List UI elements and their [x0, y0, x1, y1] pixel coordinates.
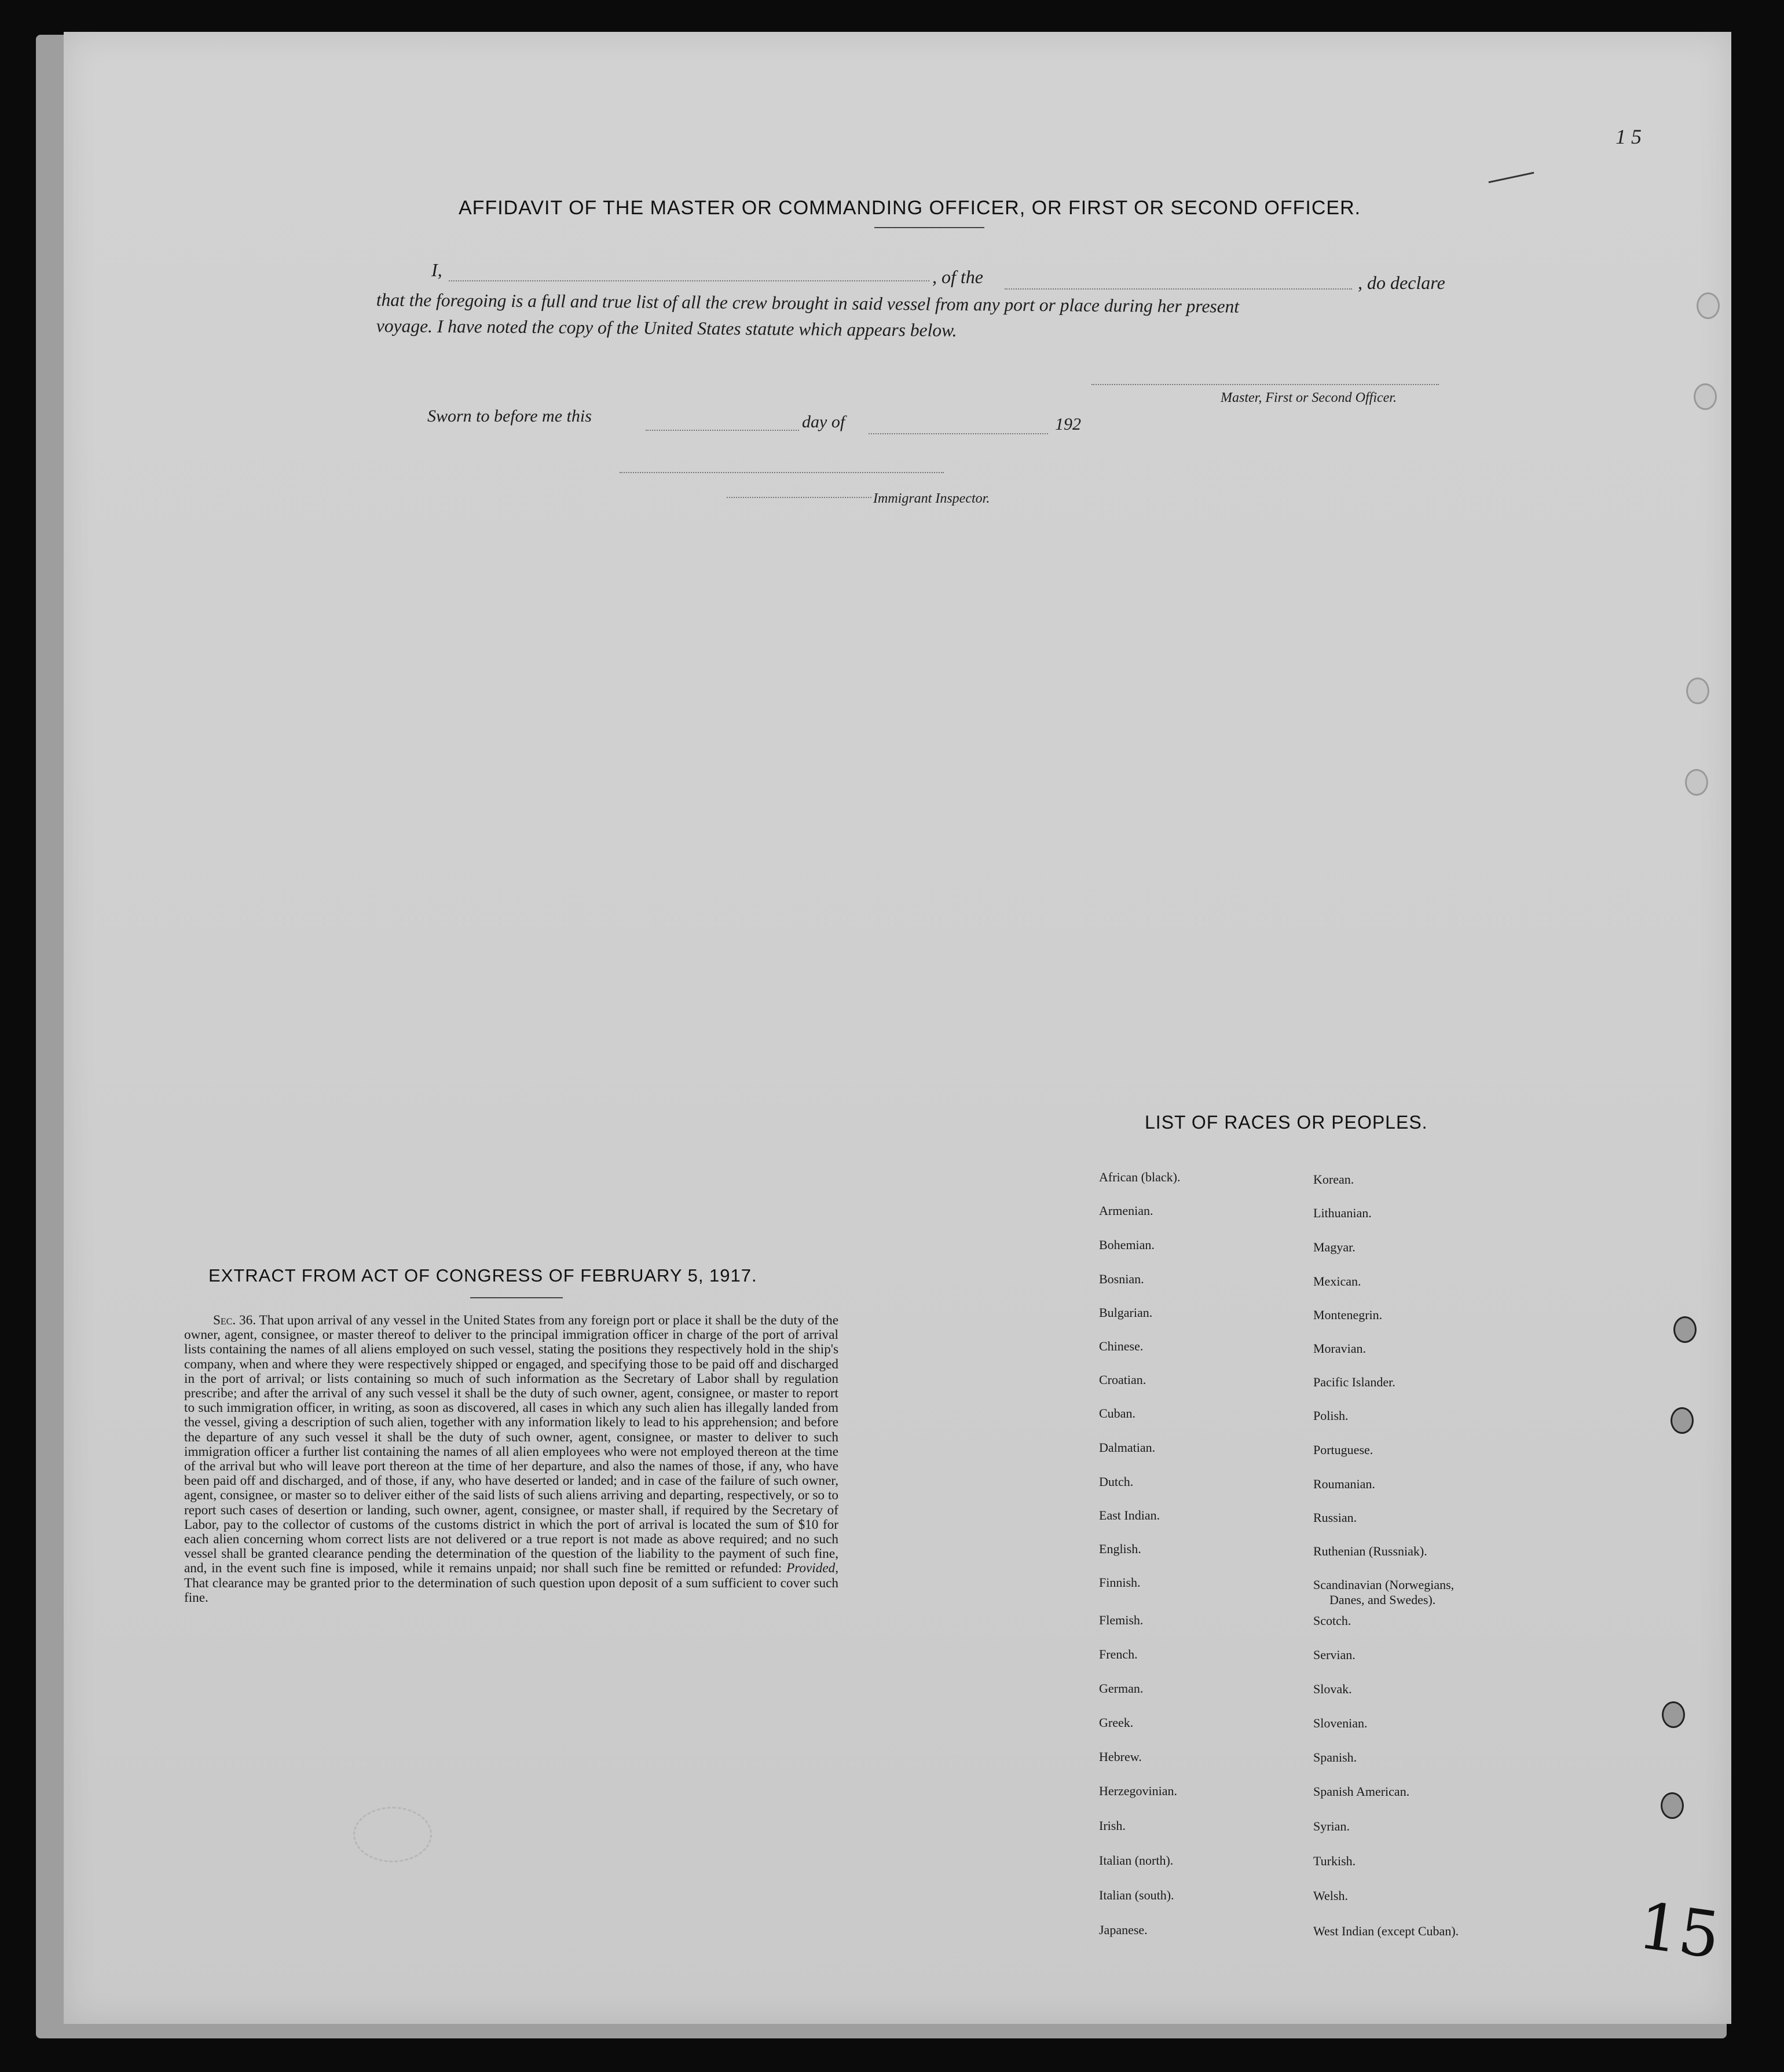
- day-of-label: day of: [802, 412, 845, 431]
- race-item: Turkish.: [1313, 1854, 1356, 1868]
- race-item: Magyar.: [1313, 1240, 1356, 1254]
- race-item: Finnish.: [1099, 1575, 1141, 1590]
- affidavit-title-rule: [874, 227, 984, 228]
- race-item: Syrian.: [1313, 1819, 1350, 1833]
- binder-hole: [1694, 383, 1717, 410]
- inspector-label: Immigrant Inspector.: [873, 491, 990, 506]
- extract-title: EXTRACT FROM ACT OF CONGRESS OF FEBRUARY 5, 1917.: [208, 1265, 757, 1286]
- affidavit-do-declare: , do declare: [1358, 272, 1445, 293]
- race-item: Irish.: [1099, 1818, 1126, 1833]
- race-item: Spanish.: [1313, 1750, 1357, 1765]
- master-signature-line[interactable]: [1091, 384, 1439, 385]
- sworn-month-line[interactable]: [869, 433, 1048, 434]
- race-item: Russian.: [1313, 1510, 1357, 1525]
- affidavit-i-label: I,: [431, 259, 442, 280]
- race-item: Bosnian.: [1099, 1272, 1144, 1286]
- affidavit-line-2: voyage. I have noted the copy of the United States statute which appears below.: [376, 316, 957, 341]
- binder-hole: [1661, 1792, 1684, 1819]
- race-item: Herzegovinian.: [1099, 1784, 1177, 1798]
- race-item: Cuban.: [1099, 1406, 1135, 1421]
- race-item: Slovak.: [1313, 1682, 1352, 1696]
- binder-hole: [1673, 1316, 1697, 1343]
- vessel-name-line[interactable]: [1005, 288, 1352, 290]
- race-item: Flemish.: [1099, 1613, 1144, 1627]
- race-item: Montenegrin.: [1313, 1308, 1383, 1322]
- race-item: Slovenian.: [1313, 1716, 1368, 1730]
- race-item: English.: [1099, 1542, 1141, 1556]
- extract-body: [184, 1313, 838, 1605]
- handwritten-page-mark: 1 5: [1616, 125, 1642, 148]
- race-item: Pacific Islander.: [1313, 1375, 1395, 1389]
- race-item-continuation: Danes, and Swedes).: [1329, 1593, 1436, 1607]
- race-item: Moravian.: [1313, 1341, 1367, 1356]
- binder-hole: [1662, 1701, 1685, 1728]
- race-item: West Indian (except Cuban).: [1313, 1924, 1459, 1938]
- race-item: Croatian.: [1099, 1372, 1146, 1387]
- races-title: LIST OF RACES OR PEOPLES.: [1145, 1112, 1428, 1133]
- race-item: Portuguese.: [1313, 1443, 1373, 1457]
- race-item: Armenian.: [1099, 1203, 1153, 1218]
- officer-name-line[interactable]: [449, 280, 929, 281]
- affidavit-title: AFFIDAVIT OF THE MASTER OR COMMANDING OFFICER, OR FIRST OR SECOND OFFICER.: [459, 197, 1361, 219]
- race-item: Korean.: [1313, 1172, 1354, 1187]
- race-item: German.: [1099, 1681, 1144, 1696]
- race-item: Greek.: [1099, 1715, 1134, 1730]
- extract-text: That upon arrival of any vessel in the United States from any foreign port or place it shall be the duty of the owner, agent, consignee, or master thereof to deliver to the principal immigration officer in charge of the port of arrival lists containing the names of all aliens employed on such vessel, stating the positions they respectively hold in the ship's company, when and where they were respectively shipped or engaged, and specifying those to be paid off and discharged in the port of arrival; or lists containing so much of such information as the Secretary of Labor shall by regulation prescribe; and after the arrival of any such vessel it shall be the duty of such owner, agent, consignee, or master to report to such immigration officer, in writing, as soon as discovered, all cases in which any such alien has illegally landed from the vessel, giving a description of such alien, together with any information likely to lead to his apprehension; and before the departure of any such vessel it shall be the duty of such owner, agent, consignee, or master to deliver to such immigration officer a further list containing the names of all alien employees who were not employed thereon at the time of the arrival but who will leave port thereon at the time of her departure, and also the names of those, if any, who have been paid off and discharged, and of those, if any, who have deserted or landed; and in case of the failure of such owner, agent, consignee, or master so to deliver either of the said lists of such aliens arriving and departing, respectively, or so to report such cases of desertion or landing, such owner, agent, consignee, or master shall, if required by the Secretary of Labor, pay to the collector of customs of the customs district in which the port of arrival is located the sum of $10 for each alien concerning whom correct lists are not delivered or a true report is not made as above required; and no such vessel shall be granted clearance pending the determination of the question of the liability to the payment of such fine, and, in the event such fine is imposed, while it remains unpaid; nor shall such fine be remitted or refunded:: [184, 1313, 838, 1576]
- affidavit-of-the: , of the: [932, 266, 983, 287]
- race-item: Bulgarian.: [1099, 1305, 1153, 1320]
- extract-title-rule: [470, 1297, 563, 1298]
- faint-stamp: [353, 1807, 432, 1862]
- race-item: Lithuanian.: [1313, 1206, 1372, 1220]
- race-item: Bohemian.: [1099, 1238, 1155, 1252]
- race-item: East Indian.: [1099, 1508, 1160, 1522]
- binder-hole: [1697, 292, 1720, 319]
- master-label: Master, First or Second Officer.: [1221, 390, 1397, 405]
- race-item: Dalmatian.: [1099, 1440, 1156, 1455]
- pencil-tick-icon: [1489, 172, 1534, 184]
- race-item: Ruthenian (Russniak).: [1313, 1544, 1427, 1558]
- race-item: Polish.: [1313, 1408, 1349, 1423]
- inspector-line-top[interactable]: [620, 472, 944, 473]
- year-label: 192: [1055, 415, 1081, 434]
- race-item: Mexican.: [1313, 1274, 1361, 1288]
- race-item: Chinese.: [1099, 1339, 1144, 1353]
- binder-hole: [1685, 769, 1708, 796]
- race-item: Servian.: [1313, 1648, 1356, 1662]
- race-item: Dutch.: [1099, 1474, 1134, 1489]
- race-item: Scotch.: [1313, 1613, 1351, 1628]
- sworn-day-line[interactable]: [646, 430, 799, 431]
- binder-hole: [1686, 678, 1709, 704]
- sworn-label: Sworn to before me this: [427, 407, 592, 426]
- race-item: French.: [1099, 1647, 1138, 1661]
- race-item: Spanish American.: [1313, 1784, 1410, 1799]
- binder-hole: [1671, 1407, 1694, 1434]
- race-item: Japanese.: [1099, 1923, 1148, 1937]
- race-item: Italian (north).: [1099, 1853, 1174, 1868]
- extract-tail: That clearance may be granted prior to the determination of such question upon deposit of a sum sufficient to cover such fine.: [184, 1575, 838, 1605]
- extract-provided: Provided,: [786, 1561, 839, 1576]
- affidavit-line-1: that the foregoing is a full and true list of all the crew brought in said vessel from any port or place during her present: [376, 290, 1240, 317]
- inspector-line[interactable]: [727, 497, 871, 498]
- race-item: Roumanian.: [1313, 1477, 1375, 1491]
- race-item: Hebrew.: [1099, 1749, 1142, 1764]
- extract-section-label: Sec. 36.: [213, 1313, 257, 1328]
- handwritten-corner-mark: 15: [1633, 1888, 1725, 1974]
- race-item: Welsh.: [1313, 1888, 1348, 1903]
- race-item: African (black).: [1099, 1170, 1181, 1184]
- race-item: Italian (south).: [1099, 1888, 1174, 1902]
- race-item: Scandinavian (Norwegians,: [1313, 1577, 1455, 1592]
